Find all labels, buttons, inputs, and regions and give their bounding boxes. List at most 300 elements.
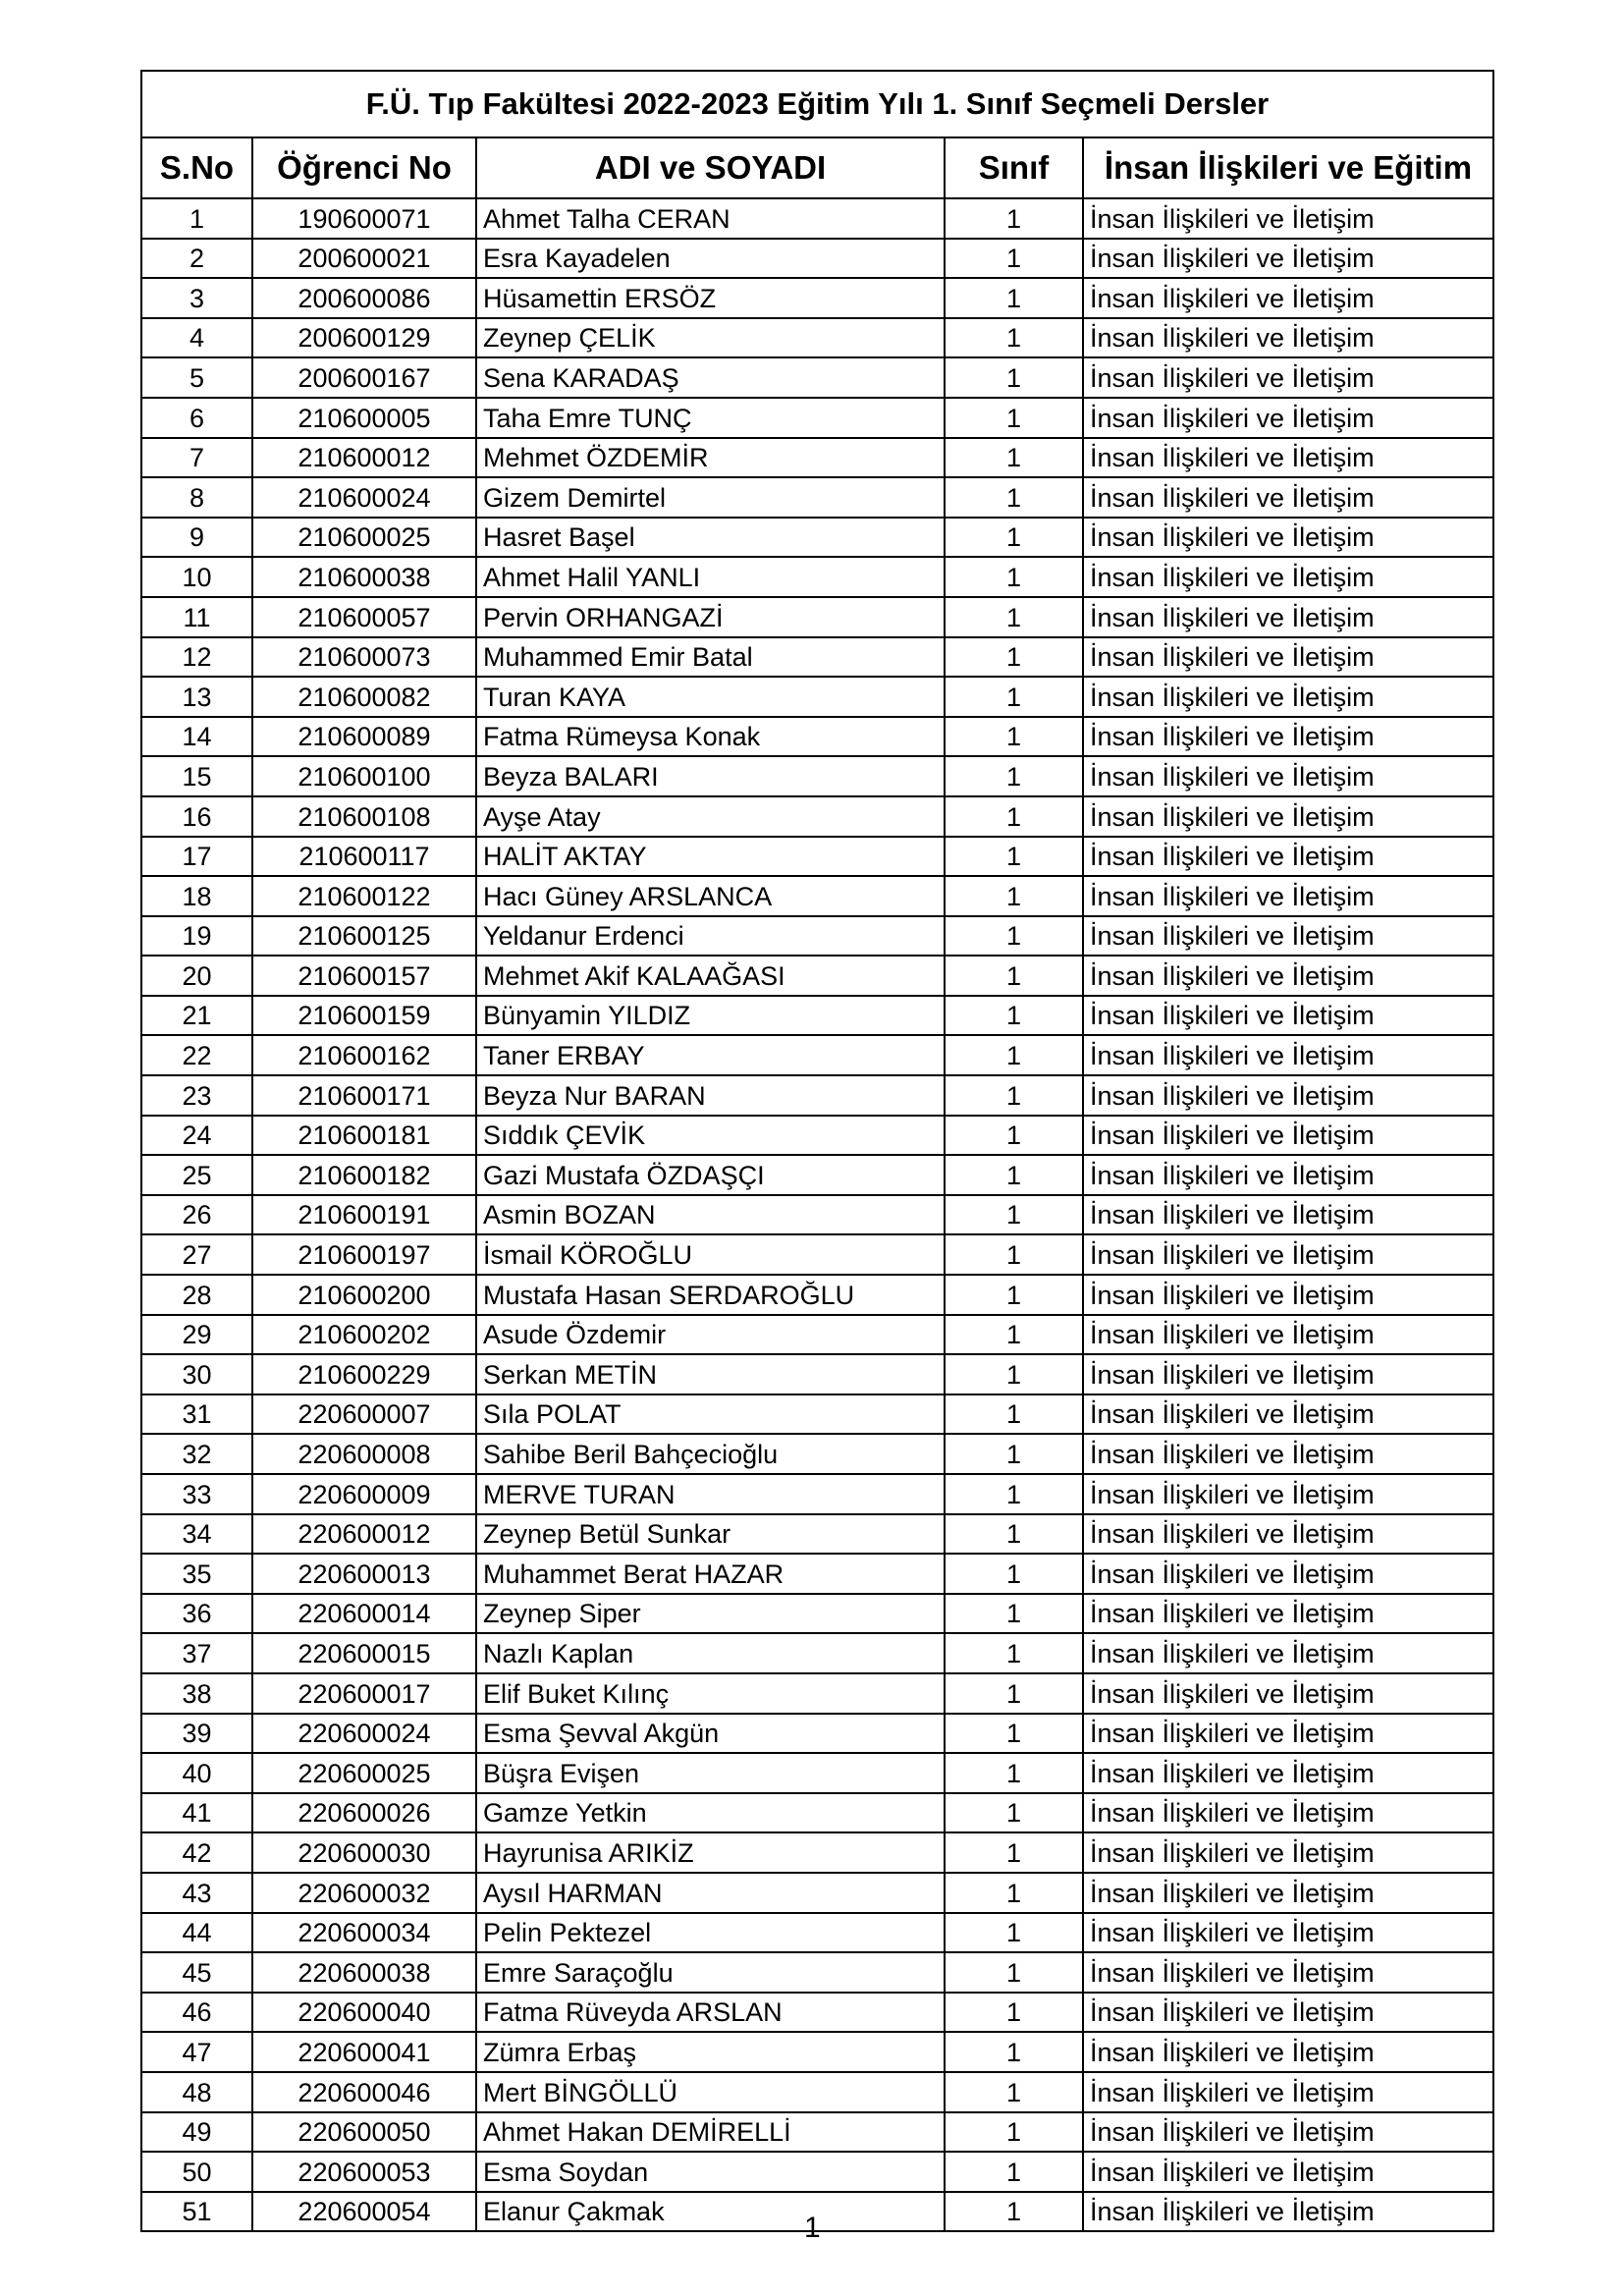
cell-course: İnsan İlişkileri ve İletişim: [1083, 438, 1493, 478]
cell-student-no: 210600024: [252, 477, 476, 518]
cell-student-no: 220600012: [252, 1514, 476, 1555]
table-row: [141, 717, 1493, 757]
cell-student-no: 210600082: [252, 677, 476, 717]
table-row: [141, 1275, 1493, 1315]
table-row: [141, 1155, 1493, 1195]
cell-sno: 15: [141, 756, 252, 796]
table-row: [141, 1394, 1493, 1435]
cell-course: İnsan İlişkileri ve İletişim: [1083, 1913, 1493, 1953]
cell-student-name: Esma Şevval Akgün: [476, 1714, 945, 1754]
document-title: F.Ü. Tıp Fakültesi 2022-2023 Eğitim Yılı 1. Sınıf Seçmeli Dersler: [141, 71, 1493, 137]
cell-student-name: Elif Buket Kılınç: [476, 1673, 945, 1714]
cell-sno: 38: [141, 1673, 252, 1714]
cell-student-name: Hüsamettin ERSÖZ: [476, 278, 945, 318]
table-row: [141, 996, 1493, 1036]
cell-student-no: 200600129: [252, 318, 476, 358]
cell-student-name: Sıddık ÇEVİK: [476, 1116, 945, 1156]
cell-sno: 5: [141, 357, 252, 398]
cell-student-no: 210600181: [252, 1116, 476, 1156]
table-row: [141, 1514, 1493, 1555]
table-row: [141, 1354, 1493, 1394]
table-row: [141, 1753, 1493, 1793]
cell-sno: 21: [141, 996, 252, 1036]
cell-student-name: Nazlı Kaplan: [476, 1633, 945, 1673]
column-header-sno: S.No: [141, 137, 252, 198]
cell-course: İnsan İlişkileri ve İletişim: [1083, 916, 1493, 957]
cell-student-name: Zeynep Siper: [476, 1594, 945, 1634]
cell-course: İnsan İlişkileri ve İletişim: [1083, 956, 1493, 996]
cell-sno: 7: [141, 438, 252, 478]
table-row: [141, 2152, 1493, 2192]
table-row: [141, 1195, 1493, 1235]
cell-class: 1: [945, 1354, 1083, 1394]
cell-course: İnsan İlişkileri ve İletişim: [1083, 717, 1493, 757]
cell-class: 1: [945, 756, 1083, 796]
cell-sno: 46: [141, 1993, 252, 2033]
table-row: [141, 796, 1493, 837]
cell-student-name: Ahmet Hakan DEMİRELLİ: [476, 2112, 945, 2153]
cell-class: 1: [945, 837, 1083, 877]
cell-sno: 36: [141, 1594, 252, 1634]
cell-student-no: 200600021: [252, 239, 476, 279]
cell-course: İnsan İlişkileri ve İletişim: [1083, 1793, 1493, 1833]
cell-sno: 29: [141, 1315, 252, 1355]
cell-student-name: Ayşe Atay: [476, 796, 945, 837]
cell-course: İnsan İlişkileri ve İletişim: [1083, 1354, 1493, 1394]
cell-class: 1: [945, 717, 1083, 757]
cell-student-name: Sahibe Beril Bahçecioğlu: [476, 1434, 945, 1474]
cell-student-name: MERVE TURAN: [476, 1474, 945, 1514]
cell-class: 1: [945, 1155, 1083, 1195]
cell-class: 1: [945, 956, 1083, 996]
cell-sno: 28: [141, 1275, 252, 1315]
cell-student-no: 220600046: [252, 2072, 476, 2112]
cell-class: 1: [945, 996, 1083, 1036]
cell-course: İnsan İlişkileri ve İletişim: [1083, 1474, 1493, 1514]
cell-course: İnsan İlişkileri ve İletişim: [1083, 2072, 1493, 2112]
cell-sno: 27: [141, 1234, 252, 1275]
cell-class: 1: [945, 1832, 1083, 1873]
cell-course: İnsan İlişkileri ve İletişim: [1083, 318, 1493, 358]
cell-student-name: Serkan METİN: [476, 1354, 945, 1394]
cell-course: İnsan İlişkileri ve İletişim: [1083, 2192, 1493, 2232]
cell-class: 1: [945, 1554, 1083, 1594]
cell-class: 1: [945, 637, 1083, 678]
cell-course: İnsan İlişkileri ve İletişim: [1083, 1234, 1493, 1275]
cell-student-name: Esra Kayadelen: [476, 239, 945, 279]
column-header-name: ADI ve SOYADI: [476, 137, 945, 198]
cell-course: İnsan İlişkileri ve İletişim: [1083, 518, 1493, 558]
cell-student-no: 210600089: [252, 717, 476, 757]
cell-student-no: 210600182: [252, 1155, 476, 1195]
cell-class: 1: [945, 1952, 1083, 1993]
cell-sno: 49: [141, 2112, 252, 2153]
cell-class: 1: [945, 796, 1083, 837]
cell-course: İnsan İlişkileri ve İletişim: [1083, 1594, 1493, 1634]
cell-class: 1: [945, 1633, 1083, 1673]
table-row: [141, 916, 1493, 957]
table-row: [141, 1315, 1493, 1355]
cell-student-no: 190600071: [252, 198, 476, 239]
cell-student-no: 220600030: [252, 1832, 476, 1873]
cell-sno: 34: [141, 1514, 252, 1555]
cell-course: İnsan İlişkileri ve İletişim: [1083, 1155, 1493, 1195]
cell-sno: 24: [141, 1116, 252, 1156]
table-row: [141, 557, 1493, 597]
cell-student-name: Sena KARADAŞ: [476, 357, 945, 398]
table-row: [141, 1633, 1493, 1673]
table-row: [141, 1993, 1493, 2033]
cell-student-no: 220600040: [252, 1993, 476, 2033]
cell-class: 1: [945, 1993, 1083, 2033]
cell-student-no: 220600041: [252, 2032, 476, 2072]
cell-sno: 17: [141, 837, 252, 877]
cell-student-no: 210600073: [252, 637, 476, 678]
cell-class: 1: [945, 916, 1083, 957]
cell-course: İnsan İlişkileri ve İletişim: [1083, 1832, 1493, 1873]
cell-student-no: 210600012: [252, 438, 476, 478]
cell-student-no: 220600026: [252, 1793, 476, 1833]
cell-student-no: 210600057: [252, 597, 476, 637]
cell-sno: 35: [141, 1554, 252, 1594]
cell-student-name: Fatma Rüveyda ARSLAN: [476, 1993, 945, 2033]
cell-student-no: 220600038: [252, 1952, 476, 1993]
cell-student-no: 210600100: [252, 756, 476, 796]
cell-course: İnsan İlişkileri ve İletişim: [1083, 796, 1493, 837]
cell-student-no: 220600013: [252, 1554, 476, 1594]
cell-student-name: Yeldanur Erdenci: [476, 916, 945, 957]
cell-course: İnsan İlişkileri ve İletişim: [1083, 477, 1493, 518]
cell-sno: 33: [141, 1474, 252, 1514]
cell-class: 1: [945, 1594, 1083, 1634]
cell-class: 1: [945, 876, 1083, 916]
table-row: [141, 1832, 1493, 1873]
cell-course: İnsan İlişkileri ve İletişim: [1083, 1035, 1493, 1075]
cell-student-no: 220600032: [252, 1873, 476, 1913]
cell-student-no: 210600171: [252, 1075, 476, 1116]
cell-student-no: 210600191: [252, 1195, 476, 1235]
cell-student-name: Bünyamin YILDIZ: [476, 996, 945, 1036]
cell-student-no: 220600007: [252, 1394, 476, 1435]
cell-course: İnsan İlişkileri ve İletişim: [1083, 1952, 1493, 1993]
cell-course: İnsan İlişkileri ve İletişim: [1083, 1434, 1493, 1474]
cell-student-no: 210600108: [252, 796, 476, 837]
cell-class: 1: [945, 239, 1083, 279]
cell-sno: 16: [141, 796, 252, 837]
cell-student-no: 220600015: [252, 1633, 476, 1673]
cell-student-no: 210600025: [252, 518, 476, 558]
cell-student-no: 210600229: [252, 1354, 476, 1394]
cell-student-name: Elanur Çakmak: [476, 2192, 945, 2232]
cell-student-no: 220600014: [252, 1594, 476, 1634]
cell-student-name: Taha Emre TUNÇ: [476, 398, 945, 438]
table-row: [141, 837, 1493, 877]
table-row: [141, 1474, 1493, 1514]
cell-course: İnsan İlişkileri ve İletişim: [1083, 1195, 1493, 1235]
column-header-student-no: Öğrenci No: [252, 137, 476, 198]
cell-sno: 2: [141, 239, 252, 279]
cell-student-no: 210600005: [252, 398, 476, 438]
cell-course: İnsan İlişkileri ve İletişim: [1083, 1753, 1493, 1793]
enrollment-table: [140, 70, 1494, 2232]
cell-course: İnsan İlişkileri ve İletişim: [1083, 398, 1493, 438]
table-row: [141, 677, 1493, 717]
cell-sno: 31: [141, 1394, 252, 1435]
cell-class: 1: [945, 518, 1083, 558]
cell-class: 1: [945, 438, 1083, 478]
cell-class: 1: [945, 1275, 1083, 1315]
cell-student-name: Ahmet Talha CERAN: [476, 198, 945, 239]
cell-class: 1: [945, 677, 1083, 717]
table-row: [141, 1434, 1493, 1474]
cell-class: 1: [945, 198, 1083, 239]
cell-class: 1: [945, 1753, 1083, 1793]
table-row: [141, 357, 1493, 398]
table-row: [141, 2072, 1493, 2112]
title-row: [141, 71, 1493, 137]
cell-student-no: 210600202: [252, 1315, 476, 1355]
table-row: [141, 2032, 1493, 2072]
cell-student-name: Aysıl HARMAN: [476, 1873, 945, 1913]
cell-sno: 47: [141, 2032, 252, 2072]
cell-class: 1: [945, 1195, 1083, 1235]
cell-sno: 50: [141, 2152, 252, 2192]
cell-sno: 20: [141, 956, 252, 996]
cell-student-no: 210600162: [252, 1035, 476, 1075]
cell-class: 1: [945, 1035, 1083, 1075]
cell-student-no: 220600008: [252, 1434, 476, 1474]
cell-class: 1: [945, 1793, 1083, 1833]
cell-course: İnsan İlişkileri ve İletişim: [1083, 2152, 1493, 2192]
table-row: [141, 278, 1493, 318]
table-row: [141, 198, 1493, 239]
cell-class: 1: [945, 597, 1083, 637]
cell-student-no: 220600024: [252, 1714, 476, 1754]
cell-sno: 32: [141, 1434, 252, 1474]
header-row: [141, 137, 1493, 198]
cell-sno: 22: [141, 1035, 252, 1075]
cell-sno: 42: [141, 1832, 252, 1873]
cell-student-no: 210600125: [252, 916, 476, 957]
cell-course: İnsan İlişkileri ve İletişim: [1083, 756, 1493, 796]
table-row: [141, 876, 1493, 916]
cell-sno: 48: [141, 2072, 252, 2112]
cell-class: 1: [945, 2112, 1083, 2153]
cell-course: İnsan İlişkileri ve İletişim: [1083, 1554, 1493, 1594]
cell-course: İnsan İlişkileri ve İletişim: [1083, 597, 1493, 637]
cell-student-name: Hasret Başel: [476, 518, 945, 558]
cell-sno: 25: [141, 1155, 252, 1195]
table-row: [141, 1873, 1493, 1913]
cell-student-name: Asmin BOZAN: [476, 1195, 945, 1235]
cell-course: İnsan İlişkileri ve İletişim: [1083, 1873, 1493, 1913]
cell-student-name: Gizem Demirtel: [476, 477, 945, 518]
cell-class: 1: [945, 1913, 1083, 1953]
cell-sno: 30: [141, 1354, 252, 1394]
cell-class: 1: [945, 1315, 1083, 1355]
cell-student-name: Mert BİNGÖLLÜ: [476, 2072, 945, 2112]
cell-sno: 10: [141, 557, 252, 597]
cell-student-name: Pervin ORHANGAZİ: [476, 597, 945, 637]
table-row: [141, 1035, 1493, 1075]
cell-sno: 12: [141, 637, 252, 678]
cell-student-name: Esma Soydan: [476, 2152, 945, 2192]
cell-student-no: 210600197: [252, 1234, 476, 1275]
cell-student-name: HALİT AKTAY: [476, 837, 945, 877]
table-row: [141, 1554, 1493, 1594]
table-row: [141, 2112, 1493, 2153]
cell-course: İnsan İlişkileri ve İletişim: [1083, 1993, 1493, 2033]
table-row: [141, 1952, 1493, 1993]
cell-sno: 40: [141, 1753, 252, 1793]
cell-student-name: Beyza BALARI: [476, 756, 945, 796]
cell-sno: 9: [141, 518, 252, 558]
cell-sno: 14: [141, 717, 252, 757]
table-row: [141, 1234, 1493, 1275]
cell-student-name: Turan KAYA: [476, 677, 945, 717]
cell-student-name: Sıla POLAT: [476, 1394, 945, 1435]
table-row: [141, 1673, 1493, 1714]
cell-sno: 43: [141, 1873, 252, 1913]
table-row: [141, 318, 1493, 358]
cell-sno: 44: [141, 1913, 252, 1953]
cell-course: İnsan İlişkileri ve İletişim: [1083, 357, 1493, 398]
cell-sno: 51: [141, 2192, 252, 2232]
cell-student-name: Zümra Erbaş: [476, 2032, 945, 2072]
table-body: [141, 198, 1493, 2231]
table-row: [141, 438, 1493, 478]
cell-course: İnsan İlişkileri ve İletişim: [1083, 1075, 1493, 1116]
cell-class: 1: [945, 477, 1083, 518]
cell-sno: 26: [141, 1195, 252, 1235]
cell-course: İnsan İlişkileri ve İletişim: [1083, 278, 1493, 318]
cell-student-name: Hacı Güney ARSLANCA: [476, 876, 945, 916]
cell-sno: 8: [141, 477, 252, 518]
table-row: [141, 756, 1493, 796]
cell-sno: 37: [141, 1633, 252, 1673]
cell-student-name: Zeynep Betül Sunkar: [476, 1514, 945, 1555]
cell-course: İnsan İlişkileri ve İletişim: [1083, 677, 1493, 717]
cell-sno: 3: [141, 278, 252, 318]
cell-student-name: Ahmet Halil YANLI: [476, 557, 945, 597]
cell-student-no: 210600117: [252, 837, 476, 877]
cell-student-name: Gazi Mustafa ÖZDAŞÇI: [476, 1155, 945, 1195]
cell-student-name: Zeynep ÇELİK: [476, 318, 945, 358]
cell-student-no: 200600167: [252, 357, 476, 398]
cell-class: 1: [945, 1714, 1083, 1754]
cell-course: İnsan İlişkileri ve İletişim: [1083, 1714, 1493, 1754]
cell-student-name: Taner ERBAY: [476, 1035, 945, 1075]
cell-student-no: 210600038: [252, 557, 476, 597]
cell-class: 1: [945, 2072, 1083, 2112]
cell-student-name: Beyza Nur BARAN: [476, 1075, 945, 1116]
cell-student-no: 220600053: [252, 2152, 476, 2192]
page-number: 1: [804, 2212, 821, 2244]
cell-course: İnsan İlişkileri ve İletişim: [1083, 239, 1493, 279]
cell-student-name: İsmail KÖROĞLU: [476, 1234, 945, 1275]
table-row: [141, 1116, 1493, 1156]
table-row: [141, 1594, 1493, 1634]
cell-course: İnsan İlişkileri ve İletişim: [1083, 637, 1493, 678]
table-row: [141, 1913, 1493, 1953]
cell-student-name: Gamze Yetkin: [476, 1793, 945, 1833]
table-row: [141, 477, 1493, 518]
cell-class: 1: [945, 557, 1083, 597]
cell-sno: 39: [141, 1714, 252, 1754]
table-row: [141, 956, 1493, 996]
cell-student-name: Fatma Rümeysa Konak: [476, 717, 945, 757]
cell-sno: 45: [141, 1952, 252, 1993]
cell-student-name: Mustafa Hasan SERDAROĞLU: [476, 1275, 945, 1315]
cell-student-no: 220600017: [252, 1673, 476, 1714]
cell-class: 1: [945, 1434, 1083, 1474]
cell-sno: 4: [141, 318, 252, 358]
cell-course: İnsan İlişkileri ve İletişim: [1083, 2112, 1493, 2153]
cell-sno: 23: [141, 1075, 252, 1116]
cell-student-no: 210600157: [252, 956, 476, 996]
cell-course: İnsan İlişkileri ve İletişim: [1083, 1673, 1493, 1714]
cell-student-no: 210600122: [252, 876, 476, 916]
cell-course: İnsan İlişkileri ve İletişim: [1083, 996, 1493, 1036]
cell-course: İnsan İlişkileri ve İletişim: [1083, 1633, 1493, 1673]
cell-student-name: Mehmet Akif KALAAĞASI: [476, 956, 945, 996]
cell-course: İnsan İlişkileri ve İletişim: [1083, 1394, 1493, 1435]
cell-course: İnsan İlişkileri ve İletişim: [1083, 557, 1493, 597]
table-row: [141, 597, 1493, 637]
cell-class: 1: [945, 398, 1083, 438]
table-row: [141, 398, 1493, 438]
cell-class: 1: [945, 278, 1083, 318]
cell-class: 1: [945, 2032, 1083, 2072]
cell-class: 1: [945, 1474, 1083, 1514]
cell-student-no: 220600034: [252, 1913, 476, 1953]
column-header-class: Sınıf: [945, 137, 1083, 198]
cell-class: 1: [945, 357, 1083, 398]
cell-sno: 41: [141, 1793, 252, 1833]
cell-class: 1: [945, 1234, 1083, 1275]
column-header-course: İnsan İlişkileri ve Eğitim: [1083, 137, 1493, 198]
cell-class: 1: [945, 1673, 1083, 1714]
cell-sno: 1: [141, 198, 252, 239]
table-row: [141, 1075, 1493, 1116]
cell-student-no: 210600159: [252, 996, 476, 1036]
cell-student-name: Mehmet ÖZDEMİR: [476, 438, 945, 478]
cell-student-no: 220600050: [252, 2112, 476, 2153]
cell-student-name: Pelin Pektezel: [476, 1913, 945, 1953]
cell-sno: 18: [141, 876, 252, 916]
cell-class: 1: [945, 1514, 1083, 1555]
cell-course: İnsan İlişkileri ve İletişim: [1083, 2032, 1493, 2072]
cell-student-name: Hayrunisa ARIKİZ: [476, 1832, 945, 1873]
cell-student-no: 220600025: [252, 1753, 476, 1793]
cell-student-name: Emre Saraçoğlu: [476, 1952, 945, 1993]
cell-course: İnsan İlişkileri ve İletişim: [1083, 1315, 1493, 1355]
cell-course: İnsan İlişkileri ve İletişim: [1083, 1116, 1493, 1156]
table-row: [141, 239, 1493, 279]
cell-course: İnsan İlişkileri ve İletişim: [1083, 198, 1493, 239]
cell-sno: 13: [141, 677, 252, 717]
cell-class: 1: [945, 2152, 1083, 2192]
table-row: [141, 1793, 1493, 1833]
cell-course: İnsan İlişkileri ve İletişim: [1083, 1514, 1493, 1555]
cell-student-no: 220600054: [252, 2192, 476, 2232]
cell-sno: 6: [141, 398, 252, 438]
cell-class: 1: [945, 318, 1083, 358]
cell-class: 1: [945, 1873, 1083, 1913]
table-row: [141, 637, 1493, 678]
cell-student-no: 210600200: [252, 1275, 476, 1315]
cell-sno: 19: [141, 916, 252, 957]
